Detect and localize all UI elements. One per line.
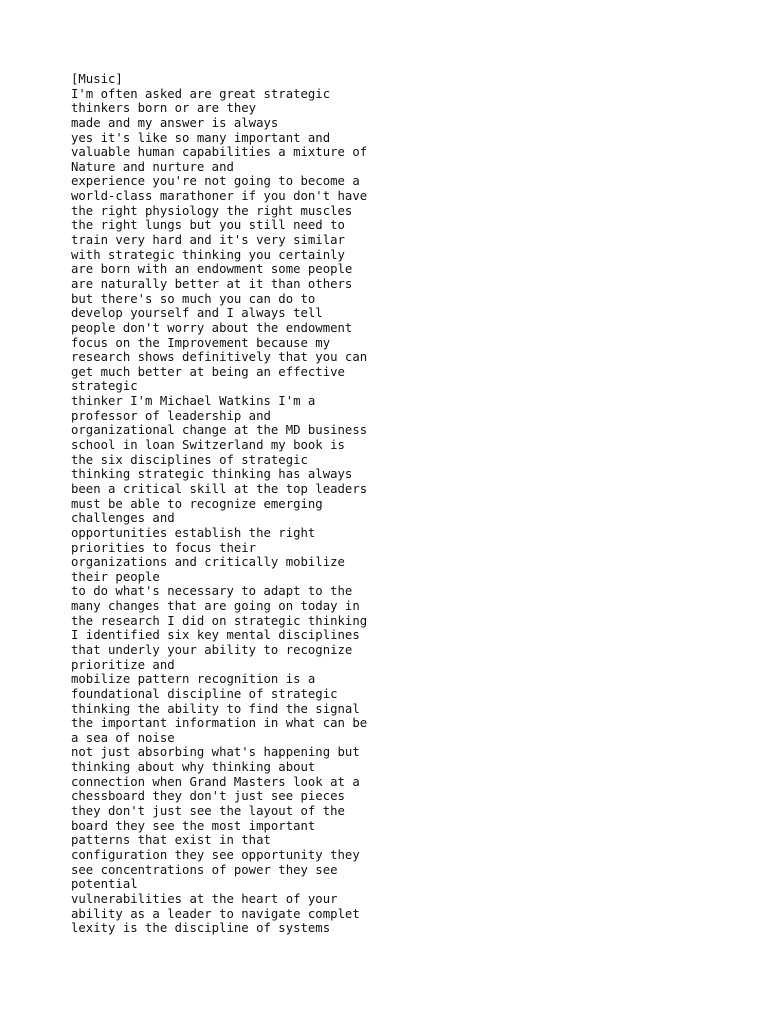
transcript-line: develop yourself and I always tell: [71, 306, 323, 321]
transcript-line: made and my answer is always: [71, 115, 279, 130]
transcript-line: valuable human capabilities a mixture of: [71, 145, 368, 160]
transcript-line: priorities to focus their: [71, 540, 257, 555]
transcript-line: school in loan Switzerland my book is: [71, 438, 345, 453]
transcript-line: opportunities establish the right: [71, 525, 316, 540]
transcript-line: they don't just see the layout of the: [71, 804, 345, 819]
transcript-line: [Music]: [71, 72, 123, 86]
transcript-line: must be able to recognize emerging: [71, 496, 323, 511]
transcript-line: organizational change at the MD business: [71, 423, 368, 438]
transcript-line: see concentrations of power they see: [71, 862, 338, 877]
transcript-line: ability as a leader to navigate complet: [71, 906, 360, 921]
transcript-line: lexity is the discipline of systems: [71, 921, 331, 936]
transcript-line: not just absorbing what's happening but: [71, 745, 360, 760]
transcript-line: many changes that are going on today in: [71, 599, 360, 614]
transcript-line: the right physiology the right muscles: [71, 203, 353, 218]
transcript-line: experience you're not going to become a: [71, 174, 360, 189]
transcript-line: get much better at being an effective: [71, 364, 345, 379]
transcript-line: but there's so much you can do to: [71, 291, 316, 306]
transcript-line: thinking strategic thinking has always: [71, 467, 353, 482]
transcript-line: organizations and critically mobilize: [71, 555, 345, 570]
transcript-line: Nature and nurture and: [71, 159, 234, 174]
transcript-line: I identified six key mental disciplines: [71, 628, 360, 643]
transcript-line: patterns that exist in that: [71, 833, 271, 848]
transcript-line: connection when Grand Masters look at a: [71, 774, 360, 789]
transcript-line: thinking the ability to find the signal: [71, 701, 360, 716]
transcript-line: train very hard and it's very similar: [71, 233, 345, 248]
transcript-line: with strategic thinking you certainly: [71, 247, 345, 262]
transcript-line: the six disciplines of strategic: [71, 452, 308, 467]
transcript-line: chessboard they don't just see pieces: [71, 789, 345, 804]
transcript-line: mobilize pattern recognition is a: [71, 672, 316, 687]
transcript-line: challenges and: [71, 511, 175, 526]
transcript-line: foundational discipline of strategic: [71, 686, 338, 701]
transcript-line: professor of leadership and: [71, 408, 271, 423]
transcript-line: world-class marathoner if you don't have: [71, 189, 368, 204]
transcript-line: are naturally better at it than others: [71, 276, 353, 291]
transcript-line: been a critical skill at the top leaders: [71, 481, 368, 496]
transcript-line: prioritize and: [71, 657, 175, 672]
transcript-line: strategic: [71, 379, 138, 394]
transcript-line: the right lungs but you still need to: [71, 218, 345, 233]
transcript-line: yes it's like so many important and: [71, 130, 331, 145]
transcript-line: focus on the Improvement because my: [71, 335, 331, 350]
transcript-line: thinkers born or are they: [71, 101, 257, 116]
transcript-line: the important information in what can be: [71, 716, 368, 731]
transcript-line: board they see the most important: [71, 818, 316, 833]
transcript-line: thinker I'm Michael Watkins I'm a: [71, 394, 316, 409]
transcript-line: the research I did on strategic thinking: [71, 613, 368, 628]
transcript-line: research shows definitively that you can: [71, 350, 368, 365]
transcript-line: a sea of noise: [71, 730, 175, 745]
transcript-line: configuration they see opportunity they: [71, 847, 360, 862]
transcript-text: [71, 72, 367, 936]
transcript-line: that underly your ability to recognize: [71, 642, 353, 657]
transcript-line: potential: [71, 877, 138, 892]
transcript-line: I'm often asked are great strategic: [71, 86, 331, 101]
transcript-line: are born with an endowment some people: [71, 262, 353, 277]
transcript-line: to do what's necessary to adapt to the: [71, 584, 353, 599]
transcript-line: their people: [71, 569, 160, 584]
transcript-line: thinking about why thinking about: [71, 760, 316, 775]
transcript-line: vulnerabilities at the heart of your: [71, 891, 338, 906]
transcript-line: people don't worry about the endowment: [71, 320, 353, 335]
